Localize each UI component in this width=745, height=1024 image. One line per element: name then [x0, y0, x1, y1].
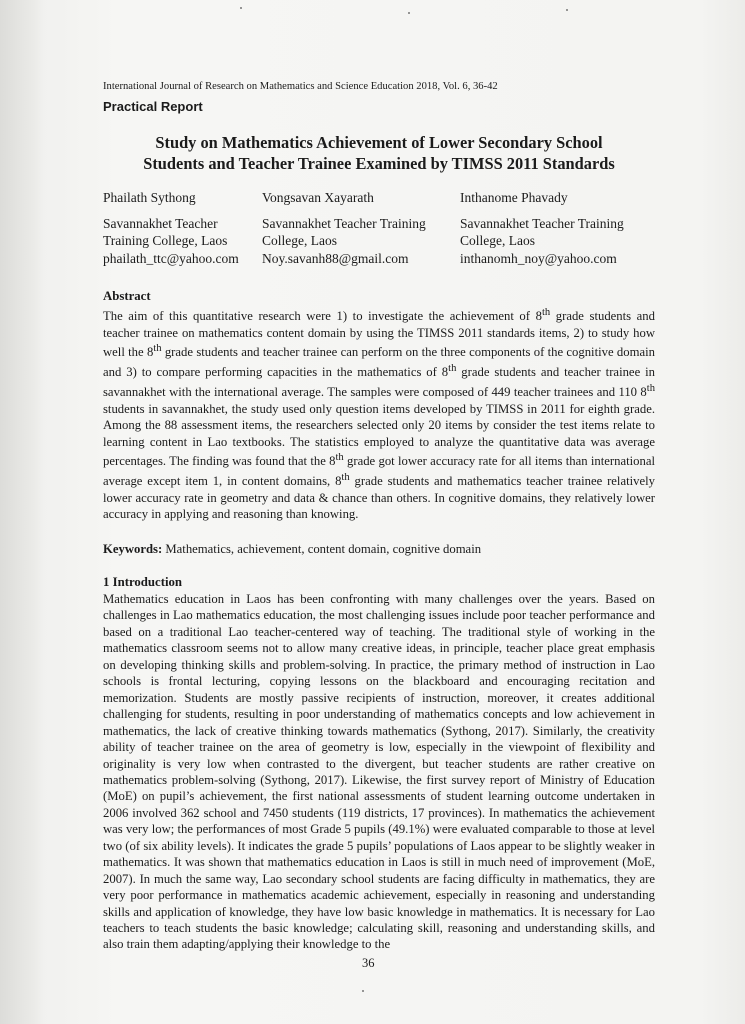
author-name: Inthanome Phavady	[460, 190, 568, 205]
introduction-heading: 1 Introduction	[103, 574, 183, 589]
section-tag: Practical Report	[103, 99, 203, 114]
author-1	[103, 189, 239, 267]
scan-speck	[408, 12, 410, 14]
introduction-body: Mathematics education in Laos has been confronting with many challenges over the years. Based on challenges in Lao mathematics education, the most challenging issues include poor teacher performance and based on a traditional Lao teacher-centered way of teaching. The traditional style of working in the mathematics classroom seems not to allow many creative ideas, in principle, teacher place great emphasis on developing thinking skills and problem-solving. In practice, the primary method of instruction in Lao schools is frontal lecturing, copying lessons on the blackboard and encouraging recitation and memorization. Students are mostly passive recipients of instruction, moreover, it creates additional challenging for students, resulting in poor understanding of mathematics concepts and low achievement in mathematics, the lack of creative thinking towards mathematics (Sythong, 2017). Similarly, the creativity ability of teacher trainee on the area of geometry is low, especially in the viewpoint of flexibility and originality is very low when contrasted to the divergent, but teacher students are rather creative on mathematics problem-solving (Sythong, 2017). Likewise, the first survey report of Ministry of Education (MoE) on pupil’s achievement, the first national assessments of student learning outcome undertaken in 2006 involved 362 school and 7450 students (119 districts, 17 provinces). In mathematics the achievement was very low; the performances of most Grade 5 pupils (49.1%) were evaluated comparable to those at level two (of six ability levels). It indicates the grade 5 pupils’ populations of Laos appear to be slightly weaker in mathematics. It was shown that mathematics education in Laos is still in much need of improvement (MoE, 2007). In much the same way, Lao secondary school students are facing difficulty in mathematics, they are very poor performance in mathematics academic achievement, especially in reasoning and understanding skills and application of knowledge, they have low basic knowledge in mathematics. It is necessary for Lao teachers to teach students the basic knowledge; calculating skill, reasoning and understanding skills, and also train them adapting/applying their knowledge to the	[103, 591, 655, 952]
author-email: phailath_ttc@yahoo.com	[103, 250, 239, 266]
keywords-text: Mathematics, achievement, content domain, cognitive domain	[162, 541, 482, 556]
keywords	[103, 541, 655, 557]
author-name: Vongsavan Xayarath	[262, 190, 374, 205]
binding-shadow	[0, 0, 44, 1024]
author-block	[103, 189, 655, 271]
scan-speck	[362, 990, 364, 992]
title-line-1: Study on Mathematics Achievement of Lower Secondary School	[155, 133, 603, 152]
paper-page	[103, 80, 655, 953]
scan-speck	[566, 9, 568, 11]
author-affiliation: College, Laos	[262, 233, 337, 249]
abstract-heading: Abstract	[103, 289, 151, 303]
paper-title	[103, 132, 655, 174]
keywords-label: Keywords:	[103, 541, 163, 556]
author-affiliation: Training College, Laos	[103, 233, 228, 249]
journal-header: International Journal of Research on Mathematics and Science Education 2018, Vol. 6, 36-42	[103, 81, 498, 92]
author-name: Phailath Sythong	[103, 190, 196, 205]
author-email: inthanomh_noy@yahoo.com	[460, 250, 617, 266]
title-line-2: Students and Teacher Trainee Examined by TIMSS 2011 Standards	[143, 154, 615, 173]
abstract-body: The aim of this quantitative research were 1) to investigate the achievement of 8th grade students and teacher trainee on mathematics content domain by using the TIMSS 2011 standards items, 2) to study how well the 8th grade students and teacher trainee can perform on the three components of the cognitive domain and 3) to compare performing capacities in the mathematics of 8th grade students and teacher trainee in savannakhet with the international average. The samples were composed of 449 teacher trainees and 110 8th students in savannakhet, the study used only question items developed by TIMSS in 2011 for eighth grade. Among the 88 assessment items, the researchers selected only 20 items by consider the test items relate to learning content in Lao textbooks. The statistics employed to analyze the quantitative data was average percentages. The finding was found that the 8th grade got lower accuracy rate for all items than international average except item 1, in content domains, 8th grade students and mathematics teacher trainee relatively lower accuracy rate in geometry and data & chance than others. In cognitive domains, they relatively lower accuracy in applying and reasoning than knowing.	[103, 307, 655, 522]
scan-speck	[240, 7, 242, 9]
author-3	[460, 189, 624, 267]
author-affiliation: Savannakhet Teacher Training	[460, 215, 624, 231]
author-affiliation: College, Laos	[460, 233, 535, 249]
author-affiliation: Savannakhet Teacher	[103, 215, 218, 231]
author-affiliation: Savannakhet Teacher Training	[262, 215, 426, 231]
author-2	[262, 189, 426, 267]
author-email: Noy.savanh88@gmail.com	[262, 250, 409, 266]
page-number: 36	[362, 956, 375, 970]
